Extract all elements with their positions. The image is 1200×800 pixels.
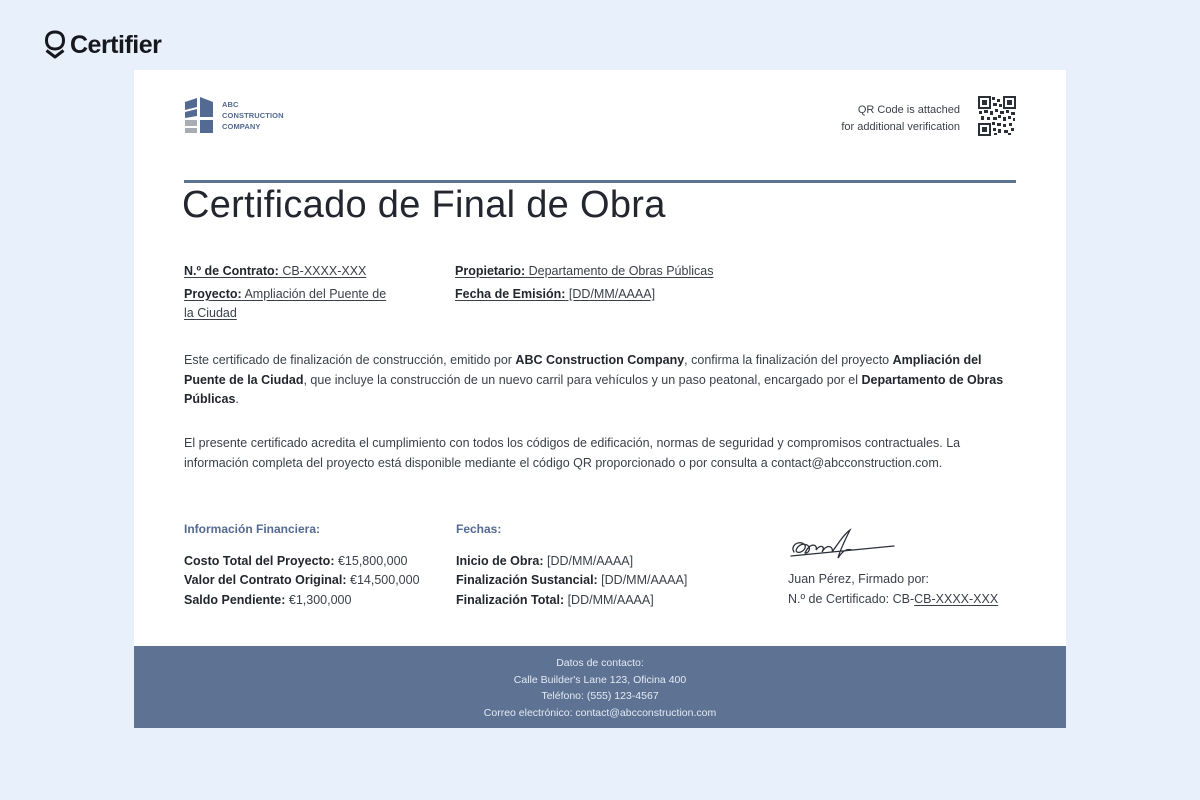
qr-caption-line1: QR Code is attached	[857, 104, 960, 116]
financial-info-title: Información Financiera:	[184, 522, 321, 536]
certificate-header	[184, 96, 1016, 156]
certificate-statement	[184, 351, 1016, 410]
owner	[455, 262, 785, 281]
issue-date-value: [DD/MM/AAAA]	[565, 287, 656, 301]
company-logo	[184, 96, 284, 134]
qr-verification	[841, 96, 1016, 136]
finance-label: Saldo Pendiente:	[184, 592, 286, 607]
contact-footer	[134, 646, 1066, 728]
finance-value: €15,800,000	[334, 553, 408, 568]
footer-phone: Teléfono: (555) 123-4567	[541, 690, 659, 702]
statement-text: , que incluye la construcción de un nuevo carril para vehículos y un paso peatonal, encargado por el	[303, 372, 862, 387]
date-value: [DD/MM/AAAA]	[564, 592, 654, 607]
company-name-line1: ABC	[222, 99, 239, 109]
dates-info	[456, 520, 736, 610]
finance-row	[184, 571, 454, 591]
date-value: [DD/MM/AAAA]	[543, 553, 634, 568]
contract-number	[184, 262, 394, 281]
date-value: [DD/MM/AAAA]	[597, 573, 688, 587]
company-name	[222, 99, 284, 132]
signature-block	[788, 528, 1028, 609]
company-name-line3: COMPANY	[222, 121, 261, 131]
statement-owner: Departamento de Obras Públicas	[184, 372, 1004, 406]
certifier-logo-icon	[44, 30, 66, 60]
building-logo-icon	[184, 96, 216, 134]
footer-address: Calle Builder's Lane 123, Oficina 400	[513, 673, 687, 686]
qr-caption	[841, 102, 960, 136]
owner-label: Propietario:	[455, 264, 526, 278]
contract-number-label: N.º de Contrato:	[184, 264, 279, 278]
issue-date	[455, 285, 785, 304]
finance-row	[184, 552, 454, 572]
date-label: Finalización Sustancial:	[456, 573, 598, 587]
company-name-line2: CONSTRUCTION	[222, 110, 284, 120]
statement-text: .	[235, 392, 239, 406]
project-value: Ampliación del Puente de la Ciudad	[184, 287, 387, 320]
statement-project: Ampliación del Puente de la Ciudad	[184, 353, 982, 387]
footer-email: Correo electrónico: contact@abcconstruction.com	[483, 706, 717, 719]
header-divider	[184, 180, 1016, 183]
date-row	[456, 552, 736, 572]
qr-code-icon[interactable]	[978, 96, 1016, 136]
statement-text: , confirma la finalización del proyecto	[684, 353, 893, 367]
issue-date-label: Fecha de Emisión:	[455, 287, 566, 301]
finance-row	[184, 591, 454, 611]
certificate-card	[134, 70, 1066, 728]
finance-label: Valor del Contrato Original:	[184, 573, 347, 587]
financial-info	[184, 520, 454, 610]
contract-number-value: CB-XXXX-XXX	[278, 264, 367, 278]
signed-by: Juan Pérez, Firmado por:	[788, 572, 930, 586]
certificate-title: Certificado de Final de Obra	[182, 184, 666, 226]
date-row	[456, 591, 736, 611]
certificate-number-value: CB-XXXX-XXX	[914, 591, 999, 606]
qr-caption-line2: for additional verification	[841, 121, 960, 133]
project-label: Proyecto:	[184, 287, 242, 301]
owner-value: Departamento de Obras Públicas	[525, 264, 714, 278]
certificate-number-label: N.º de Certificado: CB-	[788, 591, 915, 606]
certificate-number	[788, 590, 1028, 610]
project	[184, 285, 394, 323]
finance-label: Costo Total del Proyecto:	[184, 553, 335, 568]
signature-icon	[788, 528, 900, 564]
date-row	[456, 571, 736, 591]
dates-title: Fechas:	[456, 522, 502, 536]
finance-value: €14,500,000	[346, 573, 420, 587]
finance-value: €1,300,000	[285, 592, 352, 607]
footer-title: Datos de contacto:	[556, 657, 644, 669]
date-label: Inicio de Obra:	[456, 553, 544, 568]
statement-text: Este certificado de finalización de construcción, emitido por	[184, 353, 516, 367]
statement-company: ABC Construction Company	[515, 353, 685, 367]
certifier-brand	[44, 30, 161, 60]
brand-name: Certifier	[70, 30, 162, 59]
compliance-statement: El presente certificado acredita el cumplimiento con todos los códigos de edificación, normas de seguridad y compromisos contractuales. La información completa del proyecto está disponible mediante el código QR proporcionado o por consulta a contact@abcconstruction.com.	[184, 436, 961, 470]
date-label: Finalización Total:	[456, 592, 565, 607]
